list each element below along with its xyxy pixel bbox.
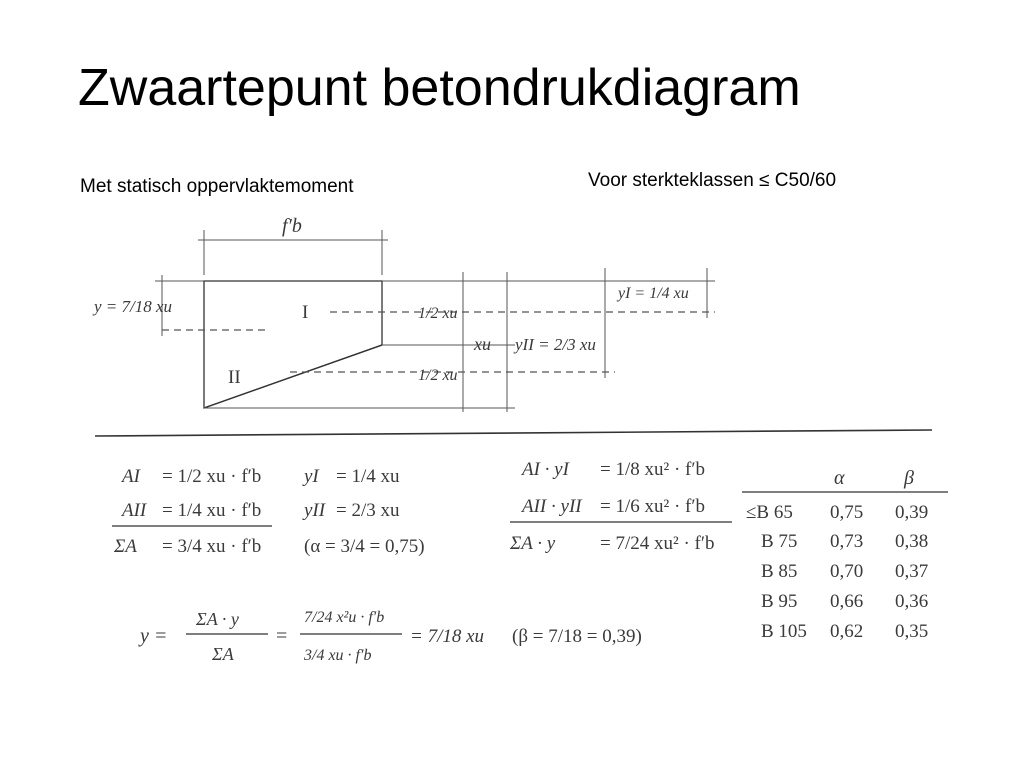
final-equation	[138, 609, 642, 664]
svg-text:AI · yI: AI · yI	[522, 459, 569, 480]
svg-text:= 7/18 xu: = 7/18 xu	[410, 626, 485, 647]
equations-left	[112, 466, 425, 557]
subtitle-left: Met statisch oppervlaktemoment	[80, 176, 354, 197]
table-row-4-class: B 105	[761, 621, 807, 642]
svg-text:ΣA: ΣA	[212, 644, 234, 664]
svg-text:= 3/4 xu · f′b: = 3/4 xu · f′b	[162, 536, 262, 557]
svg-text:AII: AII	[122, 500, 147, 521]
table-row-0-class: ≤B 65	[746, 502, 793, 523]
svg-text:ΣA: ΣA	[114, 536, 137, 557]
table-row-4-alpha: 0,62	[830, 621, 864, 642]
svg-text:yII: yII	[304, 500, 326, 521]
table-row-3-alpha: 0,66	[830, 591, 864, 612]
y-left-label: y = 7/18 xu	[94, 297, 173, 316]
svg-text:= 7/24 xu² · f′b: = 7/24 xu² · f′b	[600, 533, 715, 554]
svg-text:= 1/2 xu · f′b: = 1/2 xu · f′b	[162, 466, 262, 487]
half-xu-top-label: 1/2 xu	[418, 305, 458, 322]
yII-label: yII = 2/3 xu	[515, 335, 596, 354]
half-xu-bottom-label: 1/2 xu	[418, 367, 458, 384]
region-I-label: I	[302, 302, 309, 323]
strength-class-table	[742, 467, 948, 642]
svg-text:y =: y =	[140, 625, 168, 647]
table-row-3-beta: 0,36	[895, 591, 929, 612]
table-header-alpha: α	[834, 467, 845, 489]
svg-text:= 2/3 xu: = 2/3 xu	[336, 500, 400, 521]
svg-text:= 1/4 xu · f′b: = 1/4 xu · f′b	[162, 500, 262, 521]
table-header-beta: β	[904, 467, 914, 489]
table-row-0-beta: 0,39	[895, 502, 929, 523]
subtitle-right: Voor sterkteklassen ≤ C50/60	[588, 170, 837, 191]
table-row-2-alpha: 0,70	[830, 561, 864, 582]
table-row-2-beta: 0,37	[895, 561, 929, 582]
table-row-2-class: B 85	[761, 561, 798, 582]
xu-label: xu	[474, 334, 491, 354]
table-row-0-alpha: 0,75	[830, 502, 864, 523]
svg-text:(α = 3/4 = 0,75): (α = 3/4 = 0,75)	[304, 536, 425, 557]
svg-text:= 1/6 xu² · f′b: = 1/6 xu² · f′b	[600, 496, 706, 517]
svg-text:=: =	[276, 625, 288, 647]
svg-text:AII · yII: AII · yII	[522, 496, 582, 517]
svg-text:AI: AI	[122, 466, 140, 487]
table-row-1-class: B 75	[761, 531, 798, 552]
svg-text:yI: yI	[304, 466, 319, 487]
svg-text:= 1/8 xu² · f′b: = 1/8 xu² · f′b	[600, 459, 706, 480]
table-row-1-beta: 0,38	[895, 531, 929, 552]
equations-middle	[509, 459, 732, 554]
yI-label: yI = 1/4 xu	[618, 285, 689, 302]
separator-line	[95, 430, 932, 436]
stress-block-outline	[204, 281, 382, 408]
svg-text:(β = 7/18 = 0,39): (β = 7/18 = 0,39)	[512, 626, 642, 647]
table-row-4-beta: 0,35	[895, 621, 929, 642]
slide-title: Zwaartepunt betondrukdiagram	[78, 59, 801, 117]
fb-label: f′b	[282, 215, 302, 237]
region-II-label: II	[228, 367, 241, 388]
svg-text:ΣA · y: ΣA · y	[196, 609, 239, 629]
svg-text:= 1/4 xu: = 1/4 xu	[336, 466, 400, 487]
table-row-1-alpha: 0,73	[830, 531, 864, 552]
svg-text:ΣA · y: ΣA · y	[510, 533, 556, 554]
svg-text:3/4 xu · f′b: 3/4 xu · f′b	[304, 647, 372, 664]
svg-text:7/24 x²u · f′b: 7/24 x²u · f′b	[304, 609, 385, 626]
table-row-3-class: B 95	[761, 591, 798, 612]
